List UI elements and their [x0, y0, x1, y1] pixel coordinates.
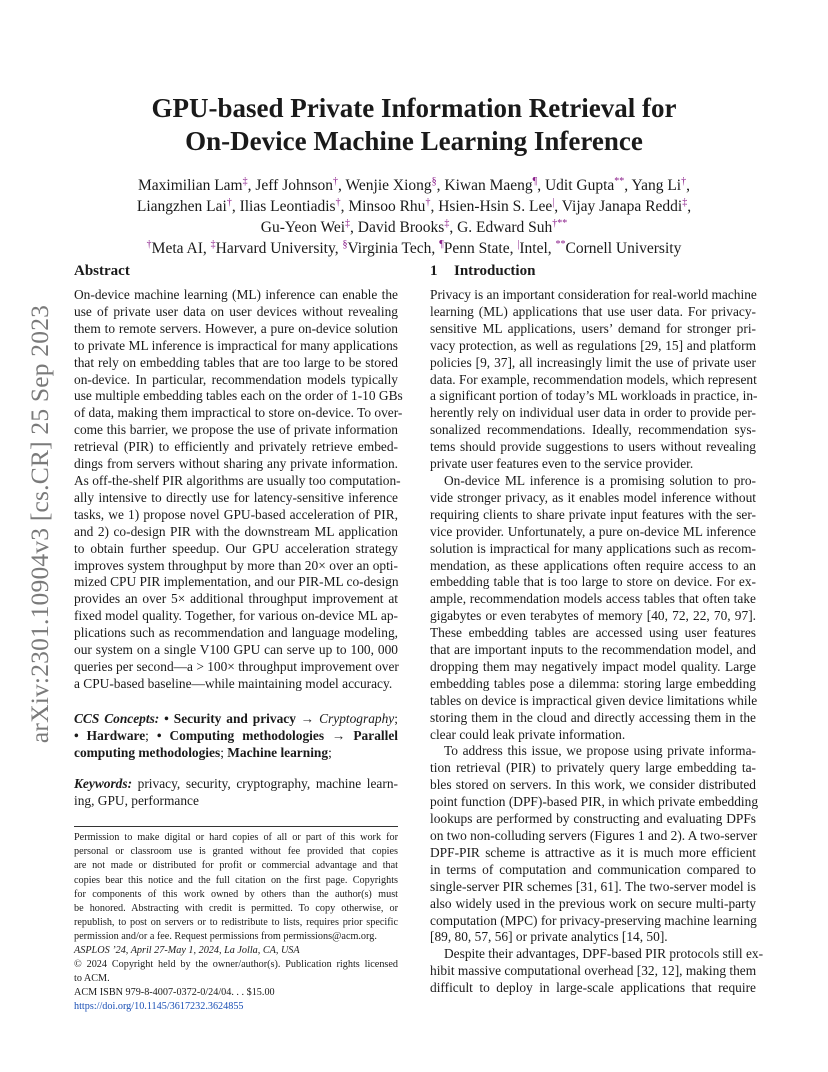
abstract-heading: Abstract: [74, 263, 130, 279]
paper-title: [0, 92, 828, 158]
author-name: Kiwan Maeng: [444, 177, 533, 194]
intro-heading: [430, 262, 756, 280]
intro-line: requiring clients to share private input features with the ser-: [430, 506, 756, 522]
intro-line: To address this issue, we propose using private informa-: [444, 743, 756, 759]
intro-line: lookups are performed by constructing and evaluating DPFs: [430, 811, 756, 827]
author-name: G. Edward Suh: [457, 219, 553, 236]
affiliation-mark: **: [555, 238, 566, 250]
keywords: [74, 776, 398, 810]
intro-paragraph: [430, 473, 756, 744]
copyright-line: to ACM.: [74, 973, 110, 985]
author-name: Gu-Yeon Wei: [260, 219, 346, 236]
intro-line: computation (MPC) for privacy-preserving machine learning: [430, 912, 757, 928]
abstract-line: dings from servers without sharing any private information.: [74, 456, 398, 472]
affiliation-mark: ‡: [242, 175, 248, 187]
intro-line: difficult to deploy in large-scale applications that require: [430, 980, 756, 996]
intro-line: sonalized recommendations. Ideally, recommendation sys-: [430, 422, 756, 438]
affiliation-mark: †: [335, 196, 341, 208]
isbn-line: ACM ISBN 979-8-4007-0372-0/24/04. . . $15.00: [74, 987, 275, 999]
keywords-line: ing, GPU, performance: [74, 793, 199, 809]
intro-line: also widely used in the previous work on secure multi-party: [430, 895, 756, 911]
intro-line: DPF-PIR scheme is attractive as it is much more efficient: [430, 844, 756, 860]
permission-line: for components of this work owned by others than the author(s) must: [74, 888, 398, 900]
ccs-concepts: [74, 711, 398, 762]
author-name: David Brooks: [357, 219, 445, 236]
affiliation-mark: †: [681, 175, 687, 187]
author-line: Maximilian Lam‡, Jeff Johnson†, Wenjie Xiong§, Kiwan Maeng¶, Udit Gupta**, Yang Li†,: [138, 175, 690, 194]
arxiv-stamp-text: arXiv:2301.10904v3 [cs.CR] 25 Sep 2023: [25, 304, 54, 744]
intro-line: learning (ML) applications that use user data. For privacy-: [430, 303, 756, 319]
title-line: GPU-based Private Information Retrieval for: [151, 93, 677, 123]
left-column: [74, 262, 403, 1015]
abstract-line: As off-the-shelf PIR algorithms are usually too computation-: [74, 472, 401, 488]
author-line: Gu-Yeon Wei‡, David Brooks‡, G. Edward Suh†**: [260, 217, 568, 236]
ccs-line: CCS Concepts: • Security and privacy → Cryptography;: [74, 710, 398, 726]
affiliation: Intel,: [519, 240, 552, 257]
abstract-line: plications such as recommendation and language modeling,: [74, 625, 398, 641]
intro-line: Privacy is an important consideration for real-world machine: [430, 287, 757, 302]
intro-line: On-device ML inference is a promising solution to pro-: [444, 472, 756, 488]
permission-line: be honored. Abstracting with credit is permitted. To copy otherwise, or: [74, 902, 398, 914]
abstract-line: them to remote servers. However, a pure on-device solution: [74, 320, 398, 336]
author-name: Liangzhen Lai: [136, 198, 227, 215]
intro-line: embedding table that is too large to store on device. For ex-: [430, 574, 756, 590]
intro-line: single-server PIR schemes [31, 61]. The two-server model is: [430, 878, 756, 894]
affiliation-mark: ‡: [210, 238, 216, 250]
abstract-line: provides an over 5× additional throughput improvement at: [74, 591, 398, 607]
intro-line: bles stored on servers. In this work, we consider distributed: [430, 777, 756, 793]
abstract-line: fixed model quality. Together, for various on-device ML ap-: [74, 608, 398, 624]
author-line: Liangzhen Lai†, Ilias Leontiadis†, Minsoo Rhu†, Hsien-Hsin S. Lee|, Vijay Janapa Reddi‡,: [136, 196, 692, 215]
keywords-line: Keywords: privacy, security, cryptography, machine learn-: [74, 776, 398, 792]
intro-line: mendation, as these applications often require access to an: [430, 557, 756, 573]
intro-line: vacy protection, as well as regulations [29, 15] and platform: [430, 337, 756, 353]
author-name: Hsien-Hsin S. Lee: [438, 198, 553, 215]
author-name: Vijay Janapa Reddi: [561, 198, 683, 215]
abstract-line: mized CPU PIR implementation, and our PIR-ML co-design: [74, 574, 399, 590]
affiliation-mark: ‡: [345, 217, 351, 229]
affiliation-mark: §: [431, 175, 437, 187]
intro-line: private user features even to the service provider.: [430, 456, 694, 472]
intro-line: storing them in the cloud and directly accessing them in the: [430, 709, 756, 725]
intro-line: tion retrieval (PIR) to privately query large embedding ta-: [430, 760, 756, 776]
keywords-label: Keywords:: [74, 776, 133, 792]
arxiv-stamp: [20, 289, 60, 759]
ccs-line: • Hardware; • Computing methodologies → Parallel: [74, 727, 398, 743]
abstract-line: use of private user data on user devices without revealing: [74, 303, 398, 319]
author-name: Maximilian Lam: [138, 177, 243, 194]
author-name: Minsoo Rhu: [348, 198, 426, 215]
abstract-line: of data, making them impractical to store on-device. To over-: [74, 405, 403, 421]
intro-line: ample, recommendation models access tables that often take: [430, 591, 756, 607]
affiliation-mark: ¶: [439, 238, 444, 250]
affiliation: Penn State,: [443, 240, 514, 257]
affiliation-mark: †: [146, 238, 152, 250]
permission-block: [74, 831, 398, 1014]
affiliation-mark: ¶: [532, 175, 538, 187]
title-line: On-Device Machine Learning Inference: [185, 126, 643, 156]
abstract-line: on-device. In particular, recommendation models typically: [74, 371, 398, 387]
doi-link[interactable]: https://doi.org/10.1145/3617232.3624855: [74, 1001, 244, 1013]
intro-line: clear could leak private information.: [430, 726, 626, 742]
intro-line: hibit massive computational overhead [32, 12], making them: [430, 963, 757, 979]
intro-line: point function (DPF)-based PIR, in which private embedding: [430, 794, 759, 810]
intro-line: that are important inputs to the recommendation model, and: [430, 642, 756, 658]
permission-line: Permission to make digital or hard copies of all or part of this work for: [74, 832, 398, 844]
affiliation-mark: §: [342, 238, 348, 250]
ccs-label: CCS Concepts:: [74, 710, 160, 726]
section-title: Introduction: [454, 263, 536, 279]
intro-line: policies [9, 37], all increasingly limit the use of private user: [430, 354, 756, 370]
abstract-line: our system on a single V100 GPU can serve up to 100, 000: [74, 642, 398, 658]
section-number: 1: [430, 263, 438, 279]
abstract-line: use multiple embedding tables each on the order of 1-10 GBs: [74, 388, 403, 404]
affiliation-mark: |: [517, 238, 520, 250]
affiliation-mark: ‡: [444, 217, 450, 229]
abstract-line: retrieval (PIR) to efficiently and privately retrieve embed-: [74, 439, 398, 455]
abstract-line: come this barrier, we propose the use of private information: [74, 422, 398, 438]
affiliation-mark: †: [226, 196, 232, 208]
intro-line: in terms of computation and communication compared to: [430, 861, 756, 877]
ccs-line: computing methodologies; Machine learning;: [74, 744, 332, 760]
author-name: Yang Li: [631, 177, 682, 194]
author-block: [0, 175, 828, 259]
affiliation-line: [0, 238, 828, 259]
permission-line: personal or classroom use is granted without fee provided that copies: [74, 846, 398, 858]
affiliation-mark: †: [333, 175, 339, 187]
venue-line: ASPLOS ’24, April 27-May 1, 2024, La Jolla, CA, USA: [74, 945, 300, 957]
author-name: Wenjie Xiong: [345, 177, 432, 194]
affiliation-mark: |: [552, 196, 555, 208]
abstract-line: to private ML inference is impractical for many applications: [74, 337, 398, 353]
intro-line: These embedding tables are accessed using user features: [430, 625, 756, 641]
intro-line: herently rely on individual user data in order to provide per-: [430, 405, 756, 421]
intro-line: [89, 80, 57, 56] or private analytics [14, 50].: [430, 929, 668, 945]
author-name: Udit Gupta: [544, 177, 615, 194]
affiliation-mark: †**: [552, 217, 568, 229]
right-column: [430, 262, 764, 997]
affiliation-mark: †: [425, 196, 431, 208]
intro-line: dropping them may negatively impact model quality. Large: [430, 658, 756, 674]
intro-line: vide stronger privacy, as it enables model inference without: [430, 489, 756, 505]
intro-line: Despite their advantages, DPF-based PIR protocols still ex-: [444, 946, 764, 962]
intro-line: tems should provide suggestions to users without revealing: [430, 439, 756, 455]
intro-line: gigabytes or even terabytes of memory [40, 72, 22, 70, 97].: [430, 608, 756, 624]
permission-line: copies bear this notice and the full citation on the first page. Copyrights: [74, 874, 398, 886]
intro-line: data. For example, recommendation models, which represent: [430, 371, 757, 387]
copyright-line: © 2024 Copyright held by the owner/author(s). Publication rights licensed: [74, 959, 398, 971]
intro-paragraph: [430, 946, 764, 997]
affiliation: Cornell University: [565, 240, 682, 257]
affiliation-mark: **: [614, 175, 625, 187]
abstract-line: improves system throughput by more than 20× over an opti-: [74, 557, 398, 573]
intro-paragraph: [430, 287, 756, 473]
abstract-line: and 2) co-design PIR with the downstream ML application: [74, 523, 398, 539]
abstract-line: On-device machine learning (ML) inference can enable the: [74, 287, 398, 302]
intro-line: vice provider. Unfortunately, a pure on-device ML inference: [430, 523, 756, 539]
abstract-line: queries per second—a > 100× throughput improvement over: [74, 658, 399, 674]
intro-line: on two non-colluding servers (Figures 1 and 2). A two-server: [430, 828, 758, 843]
abstract-line: ally intensive to directly use for latency-sensitive inference: [74, 489, 398, 505]
abstract-line: a CPU-based baseline—while maintaining model accuracy.: [74, 675, 393, 691]
intro-line: embedding tables pose a dilemma: storing large embedding: [430, 675, 756, 691]
abstract-line: to obtain further speedup. Our GPU acceleration strategy: [74, 540, 398, 556]
abstract-line: tasks, we 1) propose novel GPU-based acceleration of PIR,: [74, 506, 398, 522]
affiliation: Meta AI,: [151, 240, 207, 257]
intro-line: tables on device is impractical given device limitations while: [430, 692, 758, 708]
author-name: Jeff Johnson: [255, 177, 334, 194]
affiliation-mark: ‡: [682, 196, 688, 208]
author-name: Ilias Leontiadis: [239, 198, 336, 215]
permission-line: permission and/or a fee. Request permissions from permissions@acm.org.: [74, 930, 377, 942]
permission-line: republish, to post on servers or to redistribute to lists, requires prior specific: [74, 916, 398, 928]
permission-line: are not made or distributed for profit or commercial advantage and that: [74, 860, 398, 872]
intro-line: a significant portion of today’s ML workloads in practice, in-: [430, 388, 758, 404]
abstract-body: [74, 287, 403, 693]
affiliation: Harvard University,: [215, 240, 339, 257]
abstract-line: that rely on embedding tables that are too large to be stored: [74, 354, 398, 370]
intro-line: sensitive ML applications, users’ demand for stronger pri-: [430, 320, 756, 336]
intro-paragraph: [430, 743, 759, 946]
affiliation: Virginia Tech,: [347, 240, 436, 257]
intro-line: solution is impractical for many applications such as recom-: [430, 540, 756, 556]
footnote-rule: [74, 826, 398, 827]
